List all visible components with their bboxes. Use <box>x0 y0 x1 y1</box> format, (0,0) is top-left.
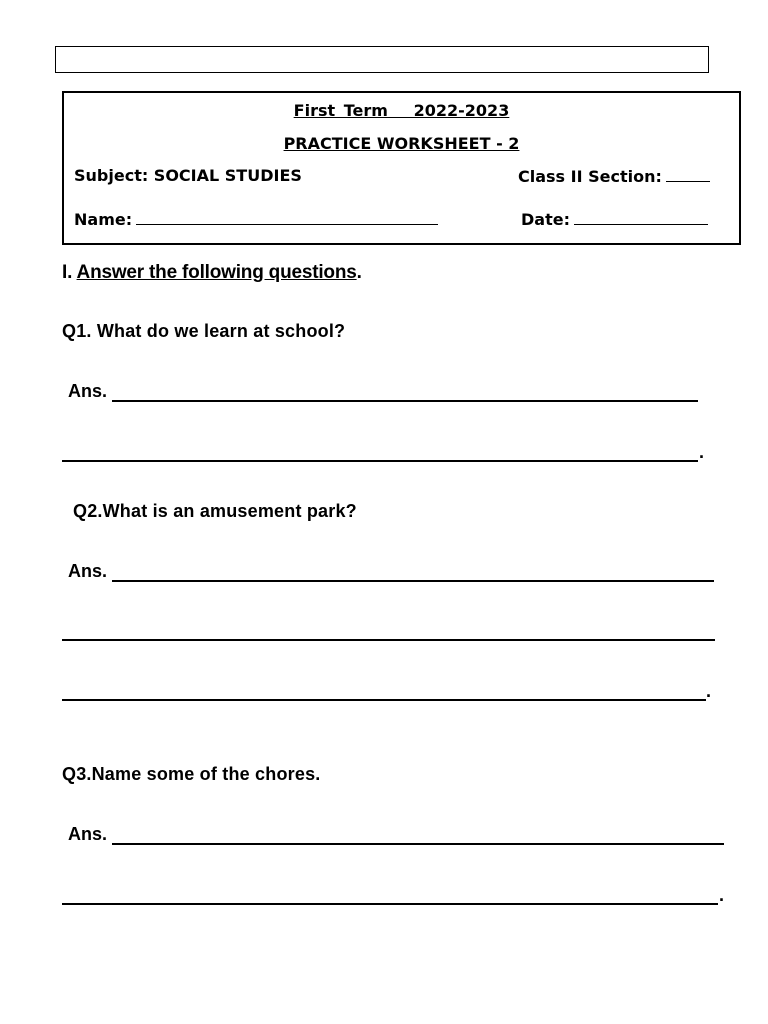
worksheet-header <box>62 91 741 245</box>
line-end-period: . <box>719 885 725 905</box>
line-end-period: . <box>699 442 705 462</box>
answer-line <box>62 639 715 641</box>
question-1: Q1. What do we learn at school? <box>62 321 346 341</box>
term-title: First Term 2022-2023 <box>293 101 510 120</box>
answer-line <box>112 843 724 845</box>
class-section-label: Class II Section: <box>518 167 662 186</box>
answer-label-1: Ans. <box>68 381 108 401</box>
section-numeral: I. <box>62 262 73 283</box>
subject-label: Subject: SOCIAL STUDIES <box>74 166 302 185</box>
class-section-field <box>518 166 710 186</box>
section-heading-period: . <box>356 262 362 283</box>
answer-line <box>112 400 698 402</box>
section-blank <box>666 166 710 182</box>
answer-label-3: Ans. <box>68 824 108 844</box>
worksheet-title: PRACTICE WORKSHEET - 2 <box>283 134 520 153</box>
question-2: Q2.What is an amusement park? <box>73 501 357 521</box>
section-heading-text: Answer the following questions <box>76 262 357 283</box>
question-3: Q3.Name some of the chores. <box>62 764 321 784</box>
answer-line <box>62 903 718 905</box>
name-blank <box>136 209 438 225</box>
name-field <box>74 209 438 229</box>
answer-label-2: Ans. <box>68 561 108 581</box>
top-blank-box <box>55 46 709 73</box>
answer-line <box>112 580 714 582</box>
answer-line <box>62 460 698 462</box>
date-field <box>521 209 708 229</box>
date-blank <box>574 209 708 225</box>
section-heading <box>62 262 362 284</box>
name-label: Name: <box>74 210 133 229</box>
date-label: Date: <box>521 210 570 229</box>
line-end-period: . <box>706 681 712 701</box>
answer-line <box>62 699 706 701</box>
